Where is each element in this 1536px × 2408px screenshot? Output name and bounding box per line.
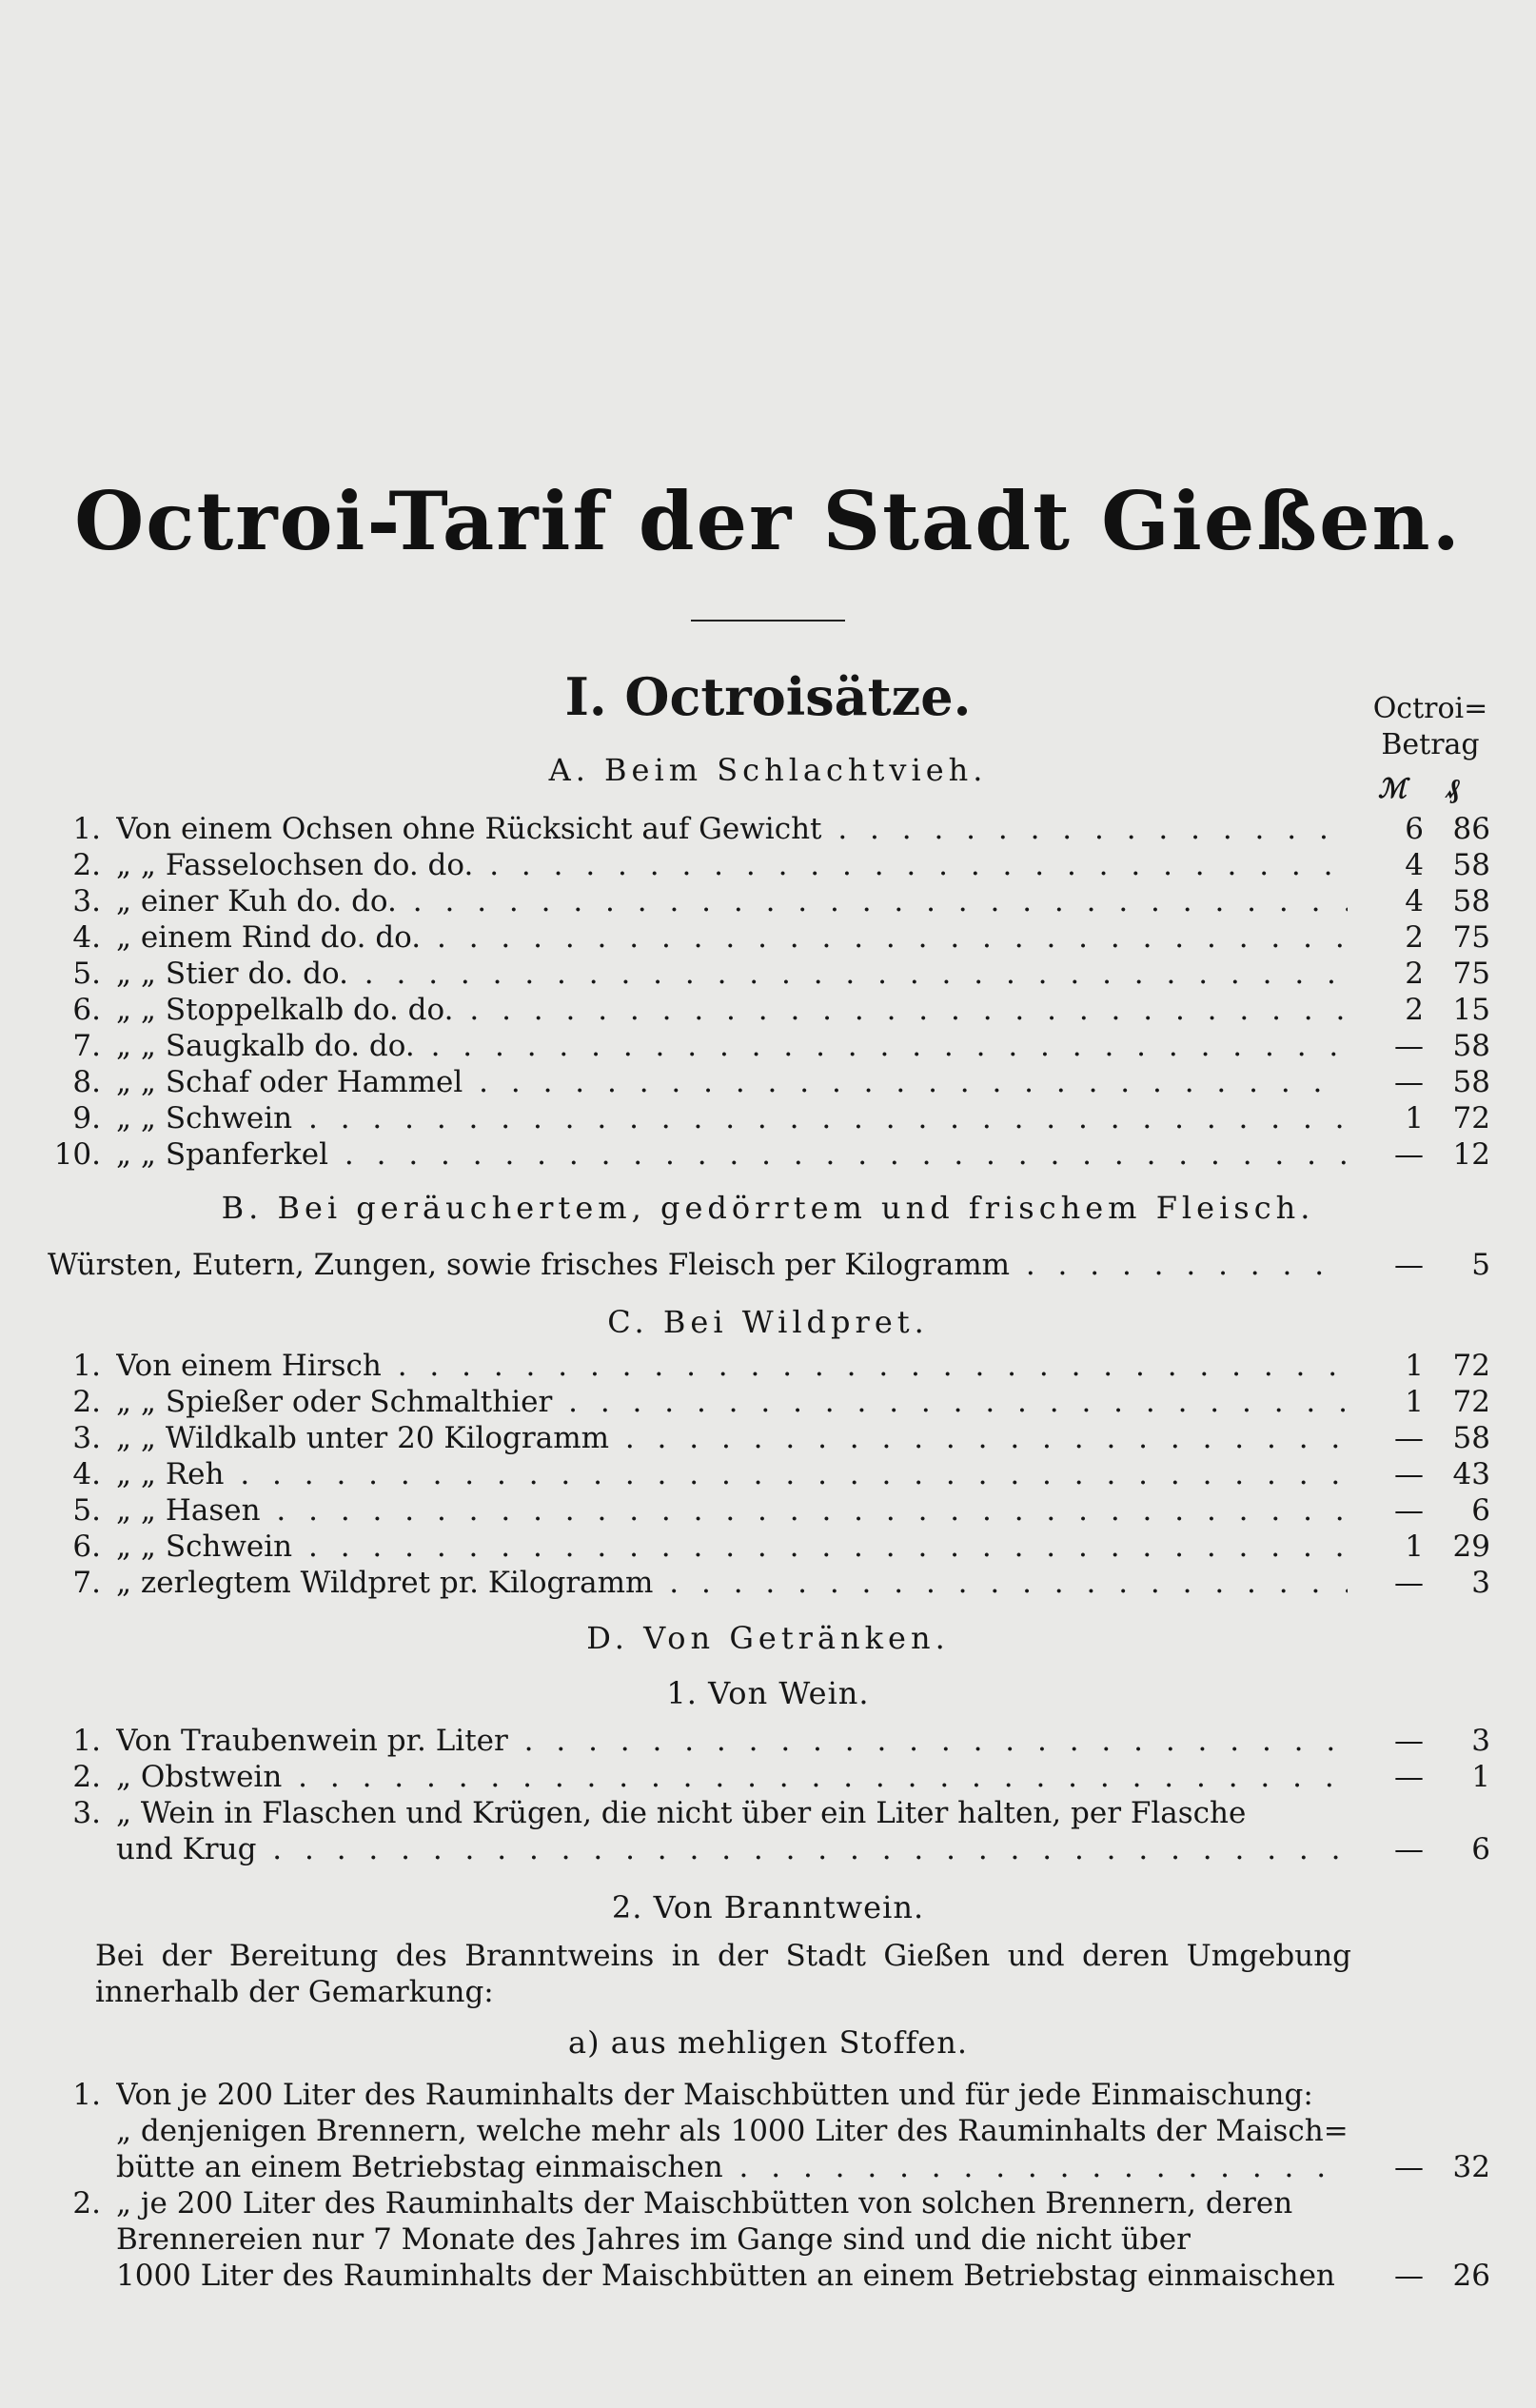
row-number: 5. [72,1493,101,1528]
row-pfennig: 58 [1452,1029,1490,1063]
row-number: 3. [72,884,101,918]
row-number: 1. [72,1724,101,1758]
table-row [48,1384,1490,1420]
row-text: „ Wein in Flaschen und Krügen, die nicht über ein Liter halten, per Flasche [116,1796,1247,1830]
row-number: 6. [72,993,101,1027]
row-pfennig: 15 [1452,993,1490,1027]
table-row [48,1028,1490,1064]
row-mark: 2 [1405,957,1424,991]
row-number: 7. [72,1566,101,1600]
row-number: 6. [72,1530,101,1564]
table-row [48,1136,1490,1173]
row-text: Von je 200 Liter des Rauminhalts der Maischbütten und für jede Einmaischung: [116,2078,1313,2112]
row-pfennig: 5 [1471,1248,1490,1282]
row-mark: — [1394,1760,1424,1794]
row-text: „ „ Schwein . . . [116,1100,1348,1136]
row-text: 1000 Liter des Rauminhalts der Maischbütten an einem Betriebstag einmaischen [116,2259,1335,2293]
row-mark: 6 [1405,812,1424,846]
table-row [48,1420,1490,1456]
row-text: „ einem Rind do. do. . . . [116,919,1348,956]
row-mark: — [1394,1832,1424,1866]
row-text: Brennereien nur 7 Monate des Jahres im Gange sind und die nicht über [116,2222,1191,2257]
unit-mark: ℳ [1378,773,1407,804]
row-number: 2. [72,1385,101,1419]
row-mark: — [1394,1566,1424,1600]
row-text: „ „ Fasselochsen do. do. . . . [116,847,1348,883]
row-number: 8. [72,1065,101,1099]
table-row [48,883,1490,919]
row-pfennig: 72 [1452,1349,1490,1383]
row-text: „ „ Wildkalb unter 20 Kilogramm . . . [116,1420,1348,1456]
row-text: „ „ Stoppelkalb do. do. . . . [116,992,1348,1028]
table-row [48,847,1490,883]
row-mark: — [1394,1137,1424,1172]
row-text: „ Obstwein . . . [116,1759,1348,1795]
row-text: bütte an einem Betriebstag einmaischen . . . [116,2149,1348,2185]
row-number: 4. [72,920,101,955]
row-mark: 2 [1405,920,1424,955]
row-text: „ „ Spießer oder Schmalthier . . . [116,1384,1348,1420]
row-pfennig: 43 [1452,1457,1490,1491]
row-pfennig: 58 [1452,848,1490,882]
row-text: Würsten, Eutern, Zungen, sowie frisches Fleisch per Kilogramm . . . [48,1247,1348,1283]
wine-heading: 1. Von Wein. [666,1675,870,1711]
row-text: „ denjenigen Brennern, welche mehr als 1000 Liter des Rauminhalts der Maisch= [116,2114,1349,2148]
row-number: 3. [72,1796,101,1830]
row-pfennig: 3 [1471,1566,1490,1600]
unit-pfennig: ₰ [1447,773,1460,804]
table-row [48,1247,1490,1283]
row-mark: 4 [1405,884,1424,918]
row-text: „ „ Schwein . . . [116,1529,1348,1565]
row-pfennig: 3 [1471,1724,1490,1758]
row-mark: 1 [1405,1349,1424,1383]
row-pfennig: 75 [1452,920,1490,955]
row-pfennig: 32 [1452,2150,1490,2184]
table-row-continuation [48,2221,1490,2258]
table-row [48,1064,1490,1100]
table-row [48,956,1490,992]
table-row-continuation [48,2113,1490,2149]
row-mark: — [1394,1421,1424,1455]
row-pfennig: 58 [1452,884,1490,918]
row-text: „ zerlegtem Wildpret pr. Kilogramm . . . [116,1565,1348,1601]
subsection-b-heading: B. Bei geräuchertem, gedörrtem und frischem Fleisch. [221,1190,1315,1226]
row-text: und Krug . . . [116,1831,1348,1867]
table-row [48,1529,1490,1565]
subsection-c-heading: C. Bei Wildpret. [607,1304,929,1340]
row-number: 1. [72,1349,101,1383]
page-title: Octroi-Tarif der Stadt Gießen. [74,474,1462,568]
table-row [48,2077,1490,2113]
row-pfennig: 6 [1471,1493,1490,1528]
row-text: „ „ Hasen . . . [116,1492,1348,1529]
subsection-d-heading: D. Von Getränken. [586,1620,950,1656]
table-row [48,1456,1490,1492]
table-row [48,1492,1490,1529]
row-number: 10. [53,1137,101,1172]
row-text: Von einem Ochsen ohne Rücksicht auf Gewicht . . . [116,811,1348,847]
table-row [48,1723,1490,1759]
spirits-heading: 2. Von Branntwein. [611,1889,925,1925]
table-row [48,1795,1490,1831]
row-number: 4. [72,1457,101,1491]
row-text: „ „ Stier do. do. . . . [116,956,1348,992]
row-mark: — [1394,1457,1424,1491]
row-pfennig: 29 [1452,1530,1490,1564]
spirits-intro: Bei der Bereitung des Branntweins in der Stadt Gießen und deren Umgebung innerhalb der Gemarkung: [95,1939,1351,2009]
section-title: I. Octroisätze. [564,666,972,727]
row-text: „ „ Schaf oder Hammel . . . [116,1064,1348,1100]
spirits-subheading: a) aus mehligen Stoffen. [567,2024,969,2061]
row-mark: 1 [1405,1385,1424,1419]
row-mark: 2 [1405,993,1424,1027]
table-row [48,2185,1490,2221]
row-number: 1. [72,2078,101,2112]
row-text: „ je 200 Liter des Rauminhalts der Maischbütten von solchen Brennern, deren [116,2186,1293,2220]
table-row [48,1759,1490,1795]
row-pfennig: 6 [1471,1832,1490,1866]
row-mark: — [1394,1248,1424,1282]
table-row [48,919,1490,956]
row-number: 2. [72,2186,101,2220]
row-pfennig: 75 [1452,957,1490,991]
row-pfennig: 86 [1452,812,1490,846]
row-number: 2. [72,1760,101,1794]
row-number: 5. [72,957,101,991]
row-text: „ „ Reh . . . [116,1456,1348,1492]
row-pfennig: 72 [1452,1101,1490,1135]
row-number: 9. [72,1101,101,1135]
row-number: 7. [72,1029,101,1063]
row-mark: 4 [1405,848,1424,882]
row-text: „ „ Spanferkel . . . [116,1136,1348,1173]
row-mark: — [1394,2259,1424,2293]
row-mark: 1 [1405,1101,1424,1135]
table-row [48,1348,1490,1384]
row-mark: 1 [1405,1530,1424,1564]
row-pfennig: 12 [1452,1137,1490,1172]
table-row [48,992,1490,1028]
title-divider [691,620,845,622]
row-number: 1. [72,812,101,846]
table-row [48,1565,1490,1601]
row-pfennig: 1 [1471,1760,1490,1794]
table-row-continuation [48,2149,1490,2185]
row-text: Von einem Hirsch . . . [116,1348,1348,1384]
row-number: 3. [72,1421,101,1455]
row-text: „ einer Kuh do. do. . . . [116,883,1348,919]
table-row-continuation [48,1831,1490,1867]
row-text: „ „ Saugkalb do. do. . . . [116,1028,1348,1064]
row-pfennig: 58 [1452,1421,1490,1455]
subsection-a-heading: A. Beim Schlachtvieh. [548,752,988,788]
table-row [48,1100,1490,1136]
row-mark: — [1394,1724,1424,1758]
row-pfennig: 26 [1452,2259,1490,2293]
row-mark: — [1394,1493,1424,1528]
column-header-line2: Betrag [1381,728,1480,761]
row-pfennig: 72 [1452,1385,1490,1419]
table-row-continuation [48,2258,1490,2294]
row-mark: — [1394,2150,1424,2184]
column-header-line1: Octroi= [1372,692,1488,725]
table-row [48,811,1490,847]
row-pfennig: 58 [1452,1065,1490,1099]
row-mark: — [1394,1029,1424,1063]
row-number: 2. [72,848,101,882]
row-text: Von Traubenwein pr. Liter . . . [116,1723,1348,1759]
row-mark: — [1394,1065,1424,1099]
